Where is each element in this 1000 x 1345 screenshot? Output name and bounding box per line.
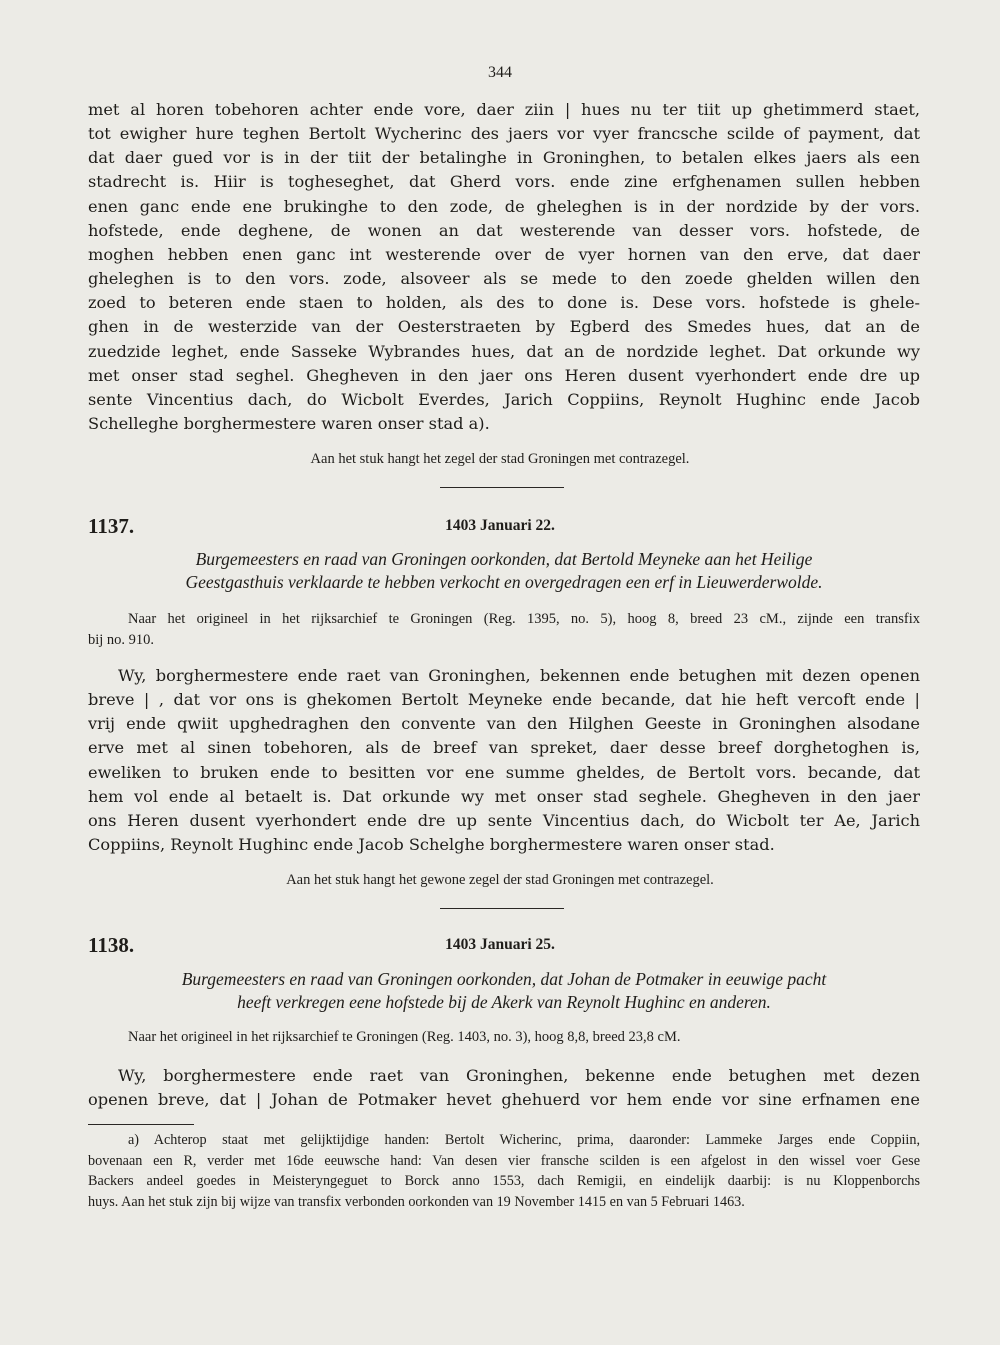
section-divider bbox=[440, 487, 564, 488]
charter-date: 1403 Januari 22. bbox=[445, 517, 555, 534]
text-line: vrij ende qwiit upghedraghen den convente van den Hilghen Geeste in Groninghen alsodane bbox=[88, 714, 920, 734]
text-line: stadrecht is. Hiir is togheseghet, dat Gherd vors. ende zine erfghenamen sullen hebben bbox=[88, 172, 920, 192]
text-line: Schelleghe borghermestere waren onser stad a). bbox=[88, 414, 490, 434]
text-line: hem vol ende al betaelt is. Dat orkunde wy met onser stad seghele. Ghegheven in den jaer bbox=[88, 786, 920, 806]
continuation-text bbox=[88, 98, 920, 436]
text-line: enen ganc ende ene brukinghe to den zode, de gheleghen is in der nordzide by der vors. bbox=[88, 196, 920, 216]
charter-number: 1138. bbox=[88, 933, 135, 957]
source-line: Naar het origineel in het rijksarchief te Groningen (Reg. 1395, no. 5), hoog 8, breed 23 cM., zijnde een transfix bbox=[128, 611, 920, 627]
summary-line: Geestgasthuis verklaarde te hebben verkocht en overgedragen een erf in Lieuwerderwolde. bbox=[185, 571, 823, 592]
footnote-line: Backers andeel goedes in Meisteryngeguet to Borck anno 1553, dach Remigii, en eindelijk daarbij: is nu Kloppenborchs bbox=[88, 1173, 920, 1189]
summary-line: Burgemeesters en raad van Groningen oorkonden, dat Johan de Potmaker in eeuwige pacht bbox=[181, 969, 827, 989]
text-line: zoed to beteren ende staen to holden, als des to done is. Dese vors. hofstede is ghele- bbox=[88, 293, 920, 313]
seal-note: Aan het stuk hangt het gewone zegel der stad Groningen met contrazegel. bbox=[286, 872, 714, 888]
charter-summary bbox=[88, 548, 920, 593]
text-line: ghen in de westerzide van der Oesterstraeten by Egberd des Smedes hues, dat an de bbox=[88, 317, 920, 337]
text-line: moghen hebben enen ganc int westerende over de vyer hornen van den erve, dat daer bbox=[88, 244, 920, 264]
charter-source bbox=[88, 1027, 920, 1048]
text-line: breve | , dat vor ons is ghekomen Bertolt Meyneke ende becande, dat hie heft vercoft ende | bbox=[88, 690, 920, 710]
text-line: eweliken to bruken ende to besitten vor ene summe gheldes, de Bertolt vors. becande, dat bbox=[88, 762, 920, 782]
footnotes bbox=[88, 1130, 920, 1212]
text-line: gheleghen is to den vors. zode, alsoveer als se mede to den zoede ghelden willen den bbox=[88, 269, 920, 289]
charter-number: 1137. bbox=[88, 514, 135, 538]
text-line: openen breve, dat | Johan de Potmaker hevet ghehuerd vor hem ende vor sine erfnamen ene bbox=[88, 1090, 920, 1110]
text-line: met al horen tobehoren achter ende vore, daer ziin | hues nu ter tiit up ghetimmerd staet, bbox=[88, 100, 920, 119]
text-line: met onser stad seghel. Ghegheven in den jaer ons Heren dusent vyerhondert ende dre up bbox=[88, 365, 920, 385]
text-line: zuedzide leghet, ende Sasseke Wybrandes hues, dat an de nordzide leghet. Dat orkunde wy bbox=[88, 341, 920, 361]
text-line: Wy, borghermestere ende raet van Groninghen, bekennen ende betughen mit dezen openen bbox=[118, 666, 920, 685]
charter-text bbox=[88, 1064, 920, 1112]
section-divider bbox=[440, 908, 564, 909]
text-line: erve met al sinen tobehoren, als de breef van spreket, daer desse breef dorghetoghen is, bbox=[88, 738, 920, 758]
text-line: Wy, borghermestere ende raet van Groninghen, bekenne ende betughen met dezen bbox=[118, 1066, 920, 1085]
text-line: hofstede, ende deghene, de wonen an dat westerende van desser vors. hofstede, de bbox=[88, 220, 920, 240]
charter-text bbox=[88, 664, 920, 857]
seal-note: Aan het stuk hangt het zegel der stad Groningen met contrazegel. bbox=[310, 451, 690, 467]
text-line: tot ewigher hure teghen Bertolt Wycherinc des jaers vor vyer francsche scilde of payment, dat bbox=[88, 124, 920, 144]
footnote-divider bbox=[88, 1124, 194, 1125]
footnote-line: a) Achterop staat met gelijktijdige handen: Bertolt Wicherinc, prima, daaronder: Lammeke Jarges ende Coppiin, bbox=[128, 1132, 920, 1148]
page-number: 344 bbox=[488, 64, 512, 81]
footnote-line: bovenaan een R, verder met 16de eeuwsche hand: Van desen vier fransche scilden is een afgelost in den wissel voer Gese bbox=[88, 1152, 920, 1169]
text-line: sente Vincentius dach, do Wicbolt Everdes, Jarich Coppiins, Reynolt Hughinc ende Jacob bbox=[88, 389, 920, 409]
source-line: Naar het origineel in het rijksarchief te Groningen (Reg. 1403, no. 3), hoog 8,8, breed 23,8 cM. bbox=[128, 1029, 681, 1045]
charter-summary bbox=[88, 968, 920, 1013]
summary-line: Burgemeesters en raad van Groningen oorkonden, dat Bertold Meyneke aan het Heilige bbox=[195, 549, 813, 569]
charter-source bbox=[88, 609, 920, 651]
text-line: dat daer gued vor is in der tiit der betalinghe in Groninghen, to betalen elkes jaers als een bbox=[88, 148, 920, 168]
charter-date: 1403 Januari 25. bbox=[445, 936, 555, 953]
source-line: bij no. 910. bbox=[88, 632, 155, 648]
summary-line: heeft verkregen eene hofstede bij de Akerk van Reynolt Hughinc en anderen. bbox=[237, 991, 771, 1012]
text-line: Coppiins, Reynolt Hughinc ende Jacob Schelghe borghermestere waren onser stad. bbox=[88, 835, 775, 855]
text-line: ons Heren dusent vyerhondert ende dre up sente Vincentius dach, do Wicbolt ter Ae, Jarich bbox=[88, 810, 920, 830]
footnote-line: huys. Aan het stuk zijn bij wijze van transfix verbonden oorkonden van 19 November 1415 en van 5 Februari 1463. bbox=[88, 1193, 745, 1210]
